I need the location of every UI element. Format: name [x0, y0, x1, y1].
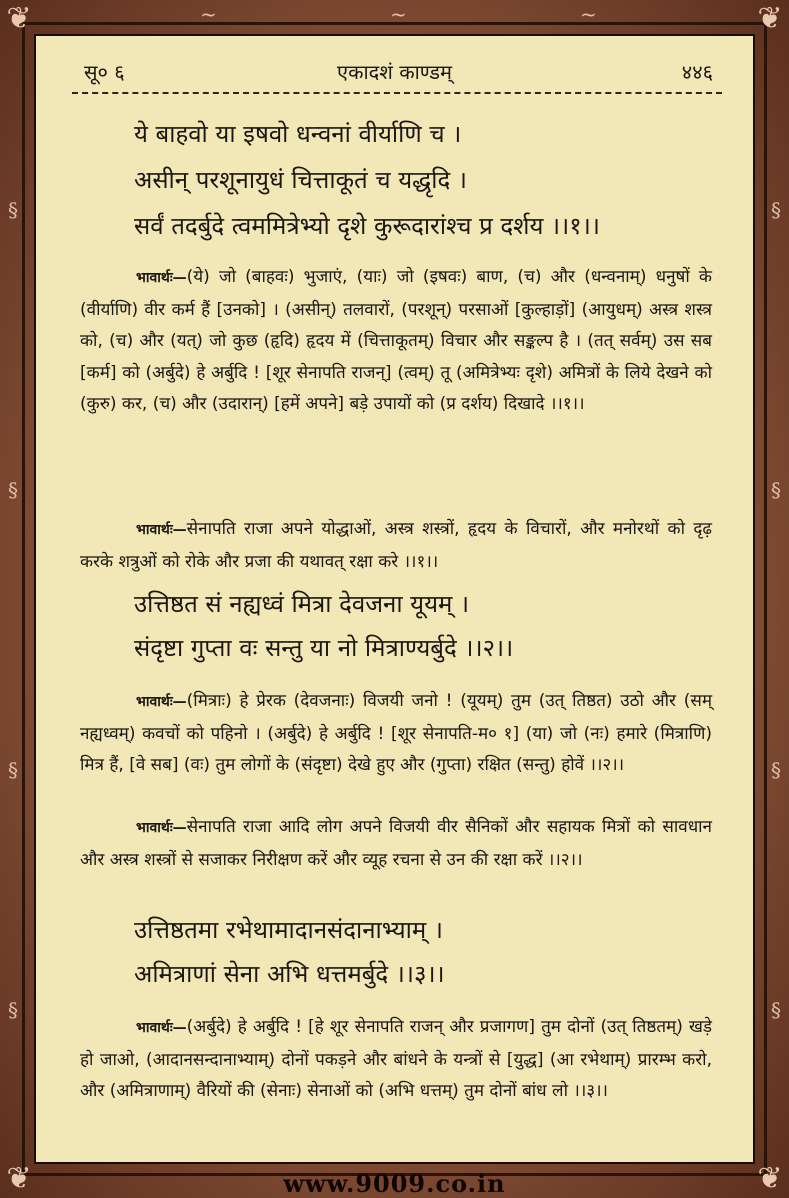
swirl-ornament-icon: §	[8, 478, 18, 502]
page-header	[36, 56, 753, 86]
bhavarth-1-summary	[80, 514, 712, 578]
swirl-ornament-icon: §	[771, 998, 781, 1022]
mantra-2-line-2: संदृष्टा गुप्ता वः सन्तु या नो मित्राण्यर्बुदे ।।२।।	[134, 634, 514, 662]
mantra-3-line-1: उत्तिष्ठतमा रभेथामादानसंदानाभ्याम् ।	[134, 916, 443, 944]
corner-ornament-icon: ❦	[757, 1, 783, 36]
swirl-ornament-icon: ~	[390, 2, 407, 26]
bhavarth-text: (अर्बुदे) हे अर्बुदि ! [हे शूर सेनापति राजन् और प्रजागण] तुम दोनों (उत् तिष्ठतम्) खड़े हो जाओ, (आदानसन्दानाभ्याम्) दोनों पकड़ने और बांधने के यन्त्रों से [युद्ध] (आ रभेथाम्) प्रारम्भ करो, और (अमित्राणाम्) वैरियों की (सेनाः) सेनाओं को (अभि धत्तम्) तुम दोनों बांध लो ।।३।।	[80, 1017, 712, 1101]
corner-ornament-icon: ❦	[6, 1, 32, 36]
swirl-ornament-icon: §	[771, 478, 781, 502]
bhavarth-text: (ये) जो (बाहवः) भुजाएं, (याः) जो (इषवः) बाण, (च) और (धन्वनाम्) धनुषों के (वीर्याणि) वीर कर्म हैं [उनको] । (असीन्) तलवारों, (परशून्) परसाओं [कुल्हाड़ों] (आयुधम्) अस्त्र शस्त्र को, (च) और (यत्) जो कुछ (हृदि) हृदय में (चित्ताकूतम्) विचार और सङ्कल्प है । (तत् सर्वम्) उस सब [कर्म] को (अर्बुदे) हे अर्बुदि ! [शूर सेनापति राजन्] (त्वम्) तू (अमित्रेभ्यः दृशे) अमित्रों के लिये देखने को (कुरु) कर, (च) और (उदारान्) [हमें अपने] बड़े उपायों को (प्र दर्शय) दिखादे ।।१।।	[80, 267, 712, 414]
mantra-1-line-3: सर्वं तदर्बुदे त्वममित्रेभ्यो दृशे कुरूदारांश्च प्र दर्शय ।।१।।	[134, 212, 600, 240]
mantra-3-line-2: अमित्राणां सेना अभि धत्तमर्बुदे ।।३।।	[134, 960, 445, 988]
bhavarth-1	[80, 262, 712, 421]
swirl-ornament-icon: §	[771, 198, 781, 222]
swirl-ornament-icon: ~	[580, 2, 597, 26]
mantra-2-line-1: उत्तिष्ठत सं नह्यध्वं मित्रा देवजना यूयम् ।	[134, 590, 470, 618]
bhavarth-text: सेनापति राजा अपने योद्धाओं, अस्त्र शस्त्रों, हृदय के विचारों, और मनोरथों को दृढ़ करके शत्रुओं को रोके और प्रजा की यथावत् रक्षा करे ।।१।।	[80, 519, 712, 572]
header-divider	[72, 92, 722, 96]
book-page	[34, 34, 755, 1164]
page-number: ४४६	[681, 60, 713, 84]
bhavarth-label: भावार्थः—	[136, 270, 187, 286]
swirl-ornament-icon: §	[8, 998, 18, 1022]
corner-ornament-icon: ❦	[757, 1161, 783, 1196]
corner-ornament-icon: ❦	[6, 1161, 32, 1196]
swirl-ornament-icon: §	[771, 758, 781, 782]
swirl-ornament-icon: §	[8, 198, 18, 222]
bhavarth-label: भावार्थः—	[136, 1020, 187, 1036]
bhavarth-label: भावार्थः—	[136, 820, 187, 836]
bhavarth-2-summary	[80, 812, 712, 876]
bhavarth-3	[80, 1012, 712, 1108]
sukta-number: सू० ६	[84, 60, 125, 84]
bhavarth-label: भावार्थः—	[136, 694, 187, 710]
swirl-ornament-icon: ~	[200, 2, 217, 26]
swirl-ornament-icon: §	[8, 758, 18, 782]
website-footer: www.9009.co.in	[283, 1169, 506, 1198]
bhavarth-2	[80, 686, 712, 782]
kanda-title: एकादशं काण्डम्	[337, 60, 452, 84]
mantra-1-line-2: असीन् परशूनायुधं चित्ताकूतं च यद्धृदि ।	[134, 166, 467, 194]
bhavarth-label: भावार्थः—	[136, 522, 187, 538]
bhavarth-text: सेनापति राजा आदि लोग अपने विजयी वीर सैनिकों और सहायक मित्रों को सावधान और अस्त्र शस्त्रों से सजाकर निरीक्षण करें और व्यूह रचना से उन की रक्षा करें ।।२।।	[80, 817, 712, 870]
bhavarth-text: (मित्राः) हे प्रेरक (देवजनाः) विजयी जनो ! (यूयम्) तुम (उत् तिष्ठत) उठो और (सम् नह्यध्वम्) कवचों को पहिनो । (अर्बुदे) हे अर्बुदि ! [शूर सेनापति-म० १] (या) जो (नः) हमारे (मित्राणि) मित्र हैं, [वे सब] (वः) तुम लोगों के (संदृष्टा) देखे हुए और (गुप्ता) रक्षित (सन्तु) होवें ।।२।।	[80, 691, 712, 775]
mantra-1-line-1: ये बाहवो या इषवो धन्वनां वीर्याणि च ।	[134, 120, 462, 148]
